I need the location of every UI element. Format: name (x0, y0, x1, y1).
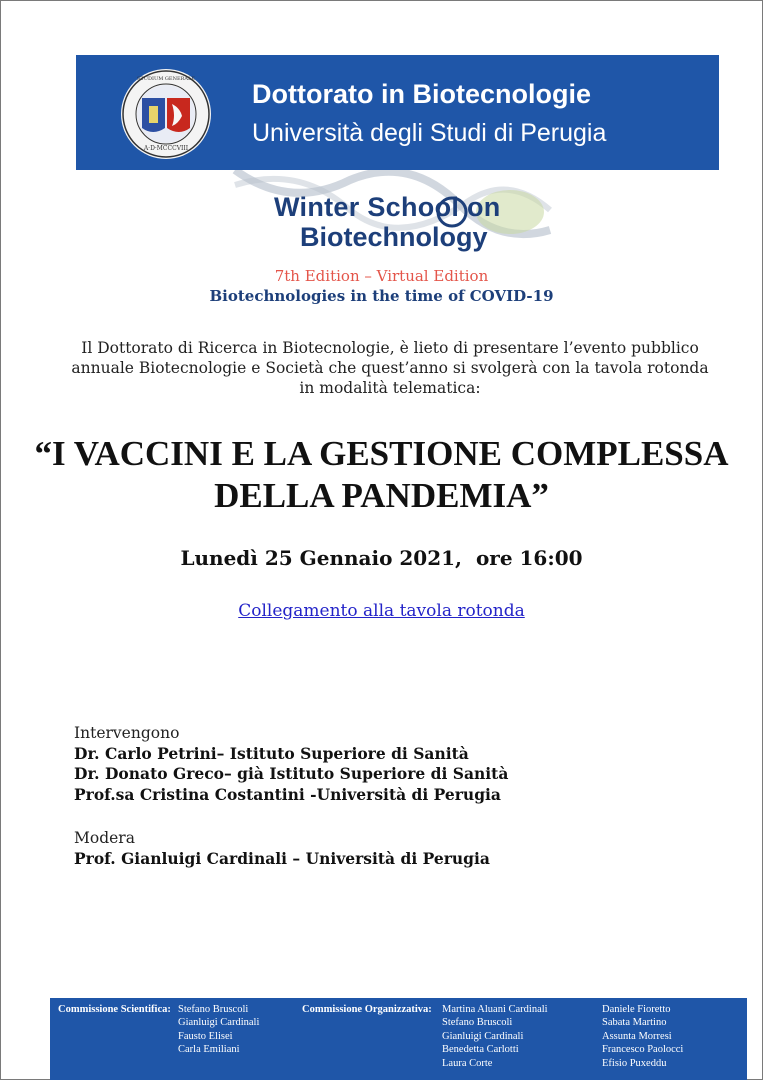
organizing-committee-list-2 (602, 1003, 683, 1070)
intro-paragraph: Il Dottorato di Ricerca in Biotecnologie, è lieto di presentare l’evento pubblico annuale Biotecnologie e Società che quest’anno si svolgerà con la tavola rotonda in modalità telematica: (71, 339, 709, 397)
committee-member: Fausto Elisei (178, 1030, 233, 1042)
committee-member: Francesco Paolocci (602, 1044, 684, 1056)
moderator-label: Modera (74, 829, 135, 847)
headline-line-1: “I VACCINI E LA GESTIONE COMPLESSA (34, 434, 729, 473)
committee-member: Daniele Fioretto (602, 1004, 671, 1015)
speaker-item: Dr. Donato Greco– già Istituto Superiore di Sanità (74, 764, 509, 783)
speaker-item: Prof.sa Cristina Costantini -Università di Perugia (74, 784, 501, 804)
committee-member: Martina Aluani Cardinali (442, 1004, 548, 1015)
speaker-item: Dr. Carlo Petrini– Istituto Superiore di Sanità (74, 743, 469, 763)
committee-member: Sabata Martino (602, 1017, 667, 1029)
roundtable-link[interactable]: Collegamento alla tavola rotonda (238, 601, 525, 621)
scientific-committee-list (178, 1003, 259, 1057)
speakers-label: Intervengono (74, 724, 180, 742)
event-date: Lunedì 25 Gennaio 2021, ore 16:00 (180, 546, 583, 570)
svg-text:STUDIUM GENERALE: STUDIUM GENERALE (137, 76, 195, 82)
footer-committees (50, 998, 747, 1080)
committee-member: Laura Corte (442, 1057, 493, 1069)
header-banner (76, 55, 719, 170)
event-headline (0, 433, 763, 517)
moderator-name: Prof. Gianluigi Cardinali – Università di Perugia (74, 848, 490, 868)
committee-member: Carla Emiliani (178, 1044, 240, 1056)
moderator-section (74, 828, 490, 869)
edition-label: 7th Edition – Virtual Edition (274, 267, 489, 285)
banner-subtitle: Università degli Studi di Perugia (252, 119, 607, 147)
speakers-section (74, 723, 508, 805)
organizing-committee-list-1 (442, 1003, 548, 1070)
committee-member: Stefano Bruscoli (442, 1017, 513, 1029)
svg-text:A·D·MCCCVIII: A·D·MCCCVIII (143, 145, 189, 152)
winter-school-title: Winter School on (274, 192, 501, 222)
organizing-committee-label: Commissione Organizzativa (302, 1004, 429, 1015)
theme-label: Biotechnologies in the time of COVID-19 (209, 287, 554, 305)
organizing-committee-heading: Commissione Organizzativa: (302, 1004, 432, 1015)
scientific-committee-label: Commissione Scientifica (58, 1004, 168, 1015)
committee-member: Benedetta Carlotti (442, 1044, 519, 1056)
banner-title: Dottorato in Biotecnologie (252, 79, 591, 109)
university-seal-icon (120, 68, 212, 160)
committee-member: Efisio Puxeddu (602, 1057, 667, 1069)
committee-member: Assunta Morresi (602, 1030, 672, 1042)
committee-member: Gianluigi Cardinali (178, 1017, 260, 1029)
scientific-committee-heading: Commissione Scientifica: (58, 1004, 171, 1015)
committee-member: Gianluigi Cardinali (442, 1030, 524, 1042)
headline-line-2: DELLA PANDEMIA” (214, 476, 549, 515)
winter-school-subtitle: Biotechnology (300, 222, 488, 252)
committee-member: Stefano Bruscoli (178, 1004, 249, 1015)
